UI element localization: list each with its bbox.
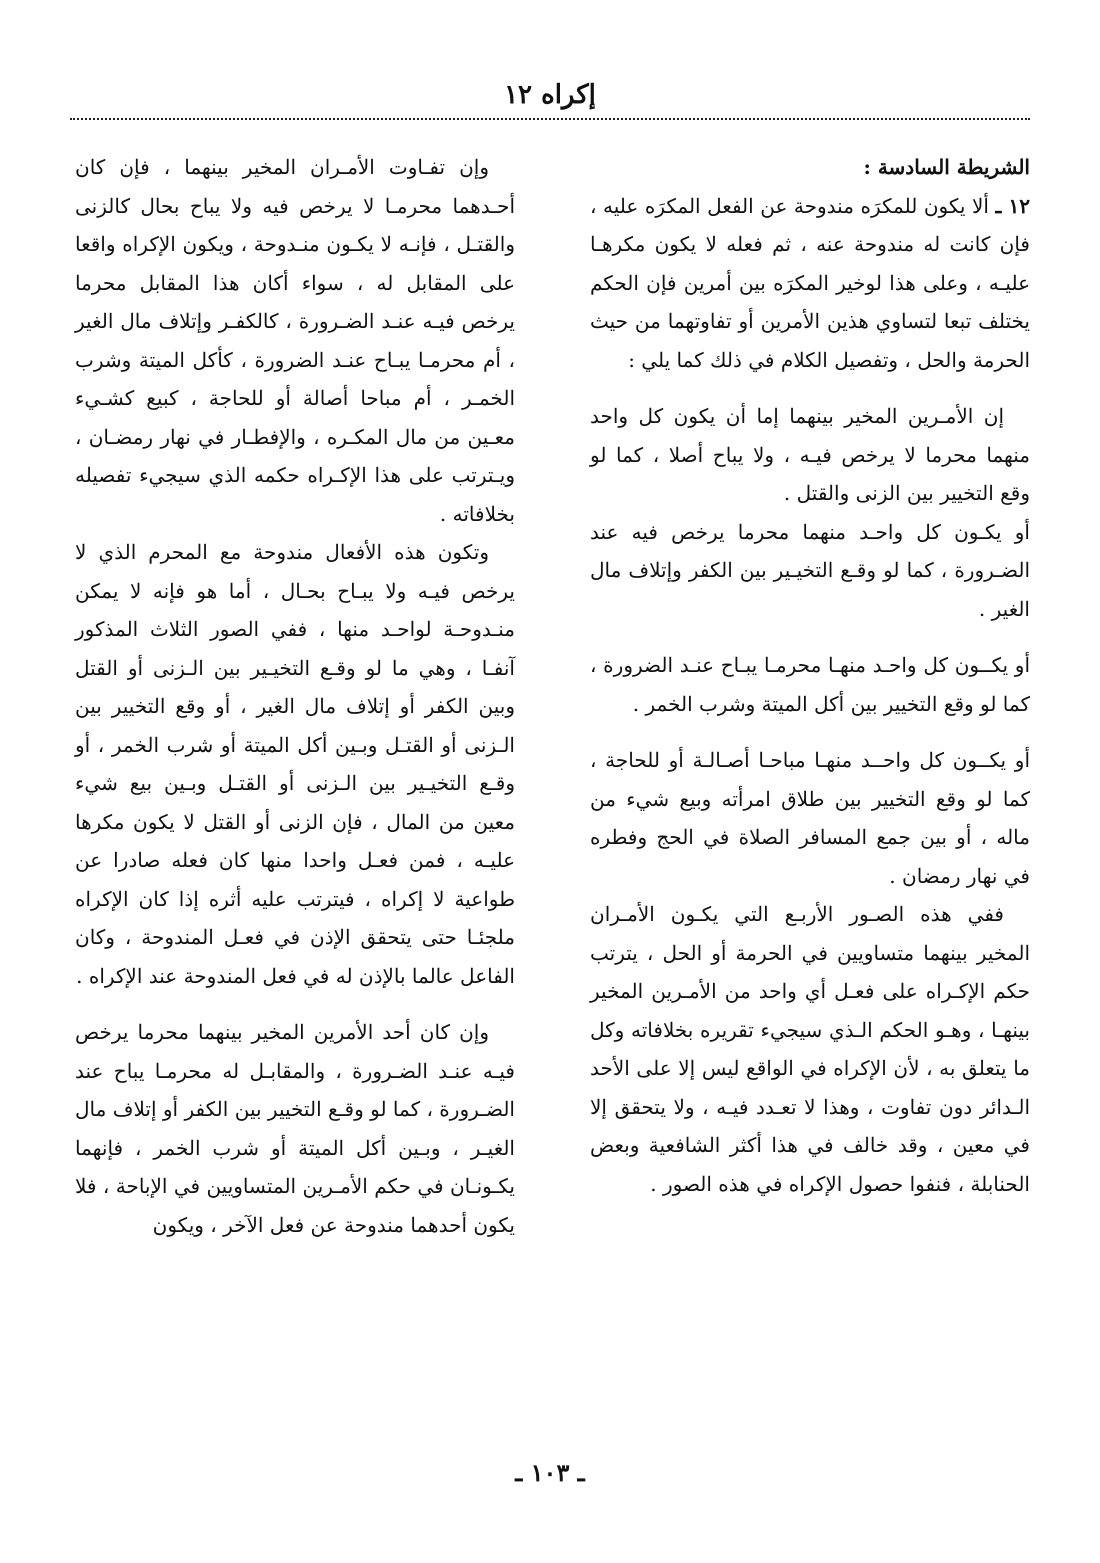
page-number: ـ ١٠٣ ـ <box>515 1458 585 1487</box>
paragraph-text: ألا يكون للمكرَه مندوحة عن الفعل المكرَه عليه ، فإن كانت له مندوحة عنه ، ثم فعله لا يكون مكرهـا عليـه ، وعلى هذا لوخير المكرَه بين أمرين فإن الحكم يختلف تبعا لتساوي هذين الأمرين أو تفاوتهما من حيث الحرمة والحل ، وتفصيل الكلام في ذلك كما يلي : <box>590 193 1030 372</box>
right-column <box>590 148 1030 1203</box>
paragraph: ففي هذه الصـور الأربـع التي يكـون الأمـران المخير بينهما متساويين في الحرمة أو الحل ، يترتب حكم الإكـراه على فعـل أي واحد من الأمـرين المخير بينهـا ، وهـو الحكم الـذي سيجيء تقريره بخلافاته وكل ما يتعلق به ، لأن الإكراه في الواقع ليس إلا على الأحد الـدائر دون تفاوت ، وهذا لا تعـدد فيـه ، ولا يتحقق إلا في معين ، وقد خالف في هذا أكثر الشافعية وبعض الحنابلة ، فنفوا حصول الإكراه في هذه الصور . <box>590 902 1030 1196</box>
paragraph: وتكون هذه الأفعال مندوحة مع المحرم الذي لا يرخص فيـه ولا يبـاح بحـال ، أما هو فإنه لا يمكن منـدوحـة لواحـد منها ، ففي الصور الثلاث المذكور آنفـا ، وهي ما لو وقـع التخيـير بين الـزنى أو القتل وبين الكفر أو إتلاف مال الغير ، أو وقع التخيير بين الـزنى أو القتـل وبـين أكل الميتة أو شرب الخمر ، أو وقـع التخيـير بين الـزنى أو القتـل وبـين بيع شيء معين من المال ، فإن الزنى أو القتل لا يكون مكرها عليـه ، فمن فعـل واحدا منها كان فعله صادرا عن طواعية لا إكراه ، فيترتب عليه أثره إذا كان الإكراه ملجئـا حتى يتحقق الإذن في فعـل المندوحة ، وكان الفاعل عالما بالإذن له في فعل المندوحة عند الإكراه . <box>75 540 515 988</box>
left-column <box>75 148 515 1244</box>
paragraph-12 <box>590 187 1030 380</box>
paragraph: إن الأمـرين المخير بينهما إما أن يكون كل واحد منهما محرما لا يرخص فيـه ، ولا يباح أصلا ، كما لو وقع التخيير بين الزنى والقتل . <box>590 404 1030 505</box>
paragraph: وإن تفـاوت الأمـران المخير بينهما ، فإن كان أحـدهما محرمـا لا يرخص فيه ولا يباح بحال كالزنى والقتـل ، فإنـه لا يكـون منـدوحة ، ويكون الإكراه واقعا على المقابل له ، سواء أكان هذا المقابل محرما يرخص فيـه عنـد الضـرورة ، كالكفـر وإتلاف مال الغير ، أم محرمـا يبـاح عنـد الضرورة ، كأكل الميتة وشرب الخمـر ، أم مباحا أصالة أو للحاجة ، كبيع كشـيء معـين من مال المكـره ، والإفطـار في نهار رمضـان ، ويـترتب على هذا الإكـراه حكمه الذي سيجيء تفصيله بخلافاته . <box>75 155 515 526</box>
section-heading: الشريطة السادسة : <box>863 155 1030 179</box>
paragraph: أو يكــون كل واحــد منهـا مباحـا أصـالـة أو للحاجة ، كما لو وقع التخيير بين طلاق امرأته وبيع شيء من ماله ، أو بين جمع المسافر الصلاة في الحج وفطره في نهار رمضان . <box>590 748 1030 888</box>
paragraph: أو يكــون كل واحـد منهـا محرمـا يبـاح عنـد الضرورة ، كما لو وقع التخيير بين أكل الميتة وشرب الخمر . <box>590 653 1030 716</box>
running-header: إكراه ١٢ <box>504 80 596 110</box>
paragraph: وإن كان أحد الأمرين المخير بينهما محرما يرخص فيـه عنـد الضـرورة ، والمقابـل له محرمـا يباح عند الضـرورة ، كما لو وقـع التخيير بين الكفر أو إتلاف مال الغيـر ، وبـين أكل الميتة أو شرب الخمر ، فإنهما يكـونـان في حكم الأمـرين المتساويين في الإباحة ، فلا يكون أحدهما مندوحة عن فعل الآخر ، ويكون <box>75 1020 515 1237</box>
paragraph-number: ١٢ ـ <box>995 193 1031 218</box>
header-dotted-rule <box>70 118 1030 120</box>
paragraph: أو يكـون كل واحـد منهما محرما يرخص فيه عند الضـرورة ، كما لو وقـع التخيـير بين الكفر وإتلاف مال الغير . <box>590 519 1030 621</box>
